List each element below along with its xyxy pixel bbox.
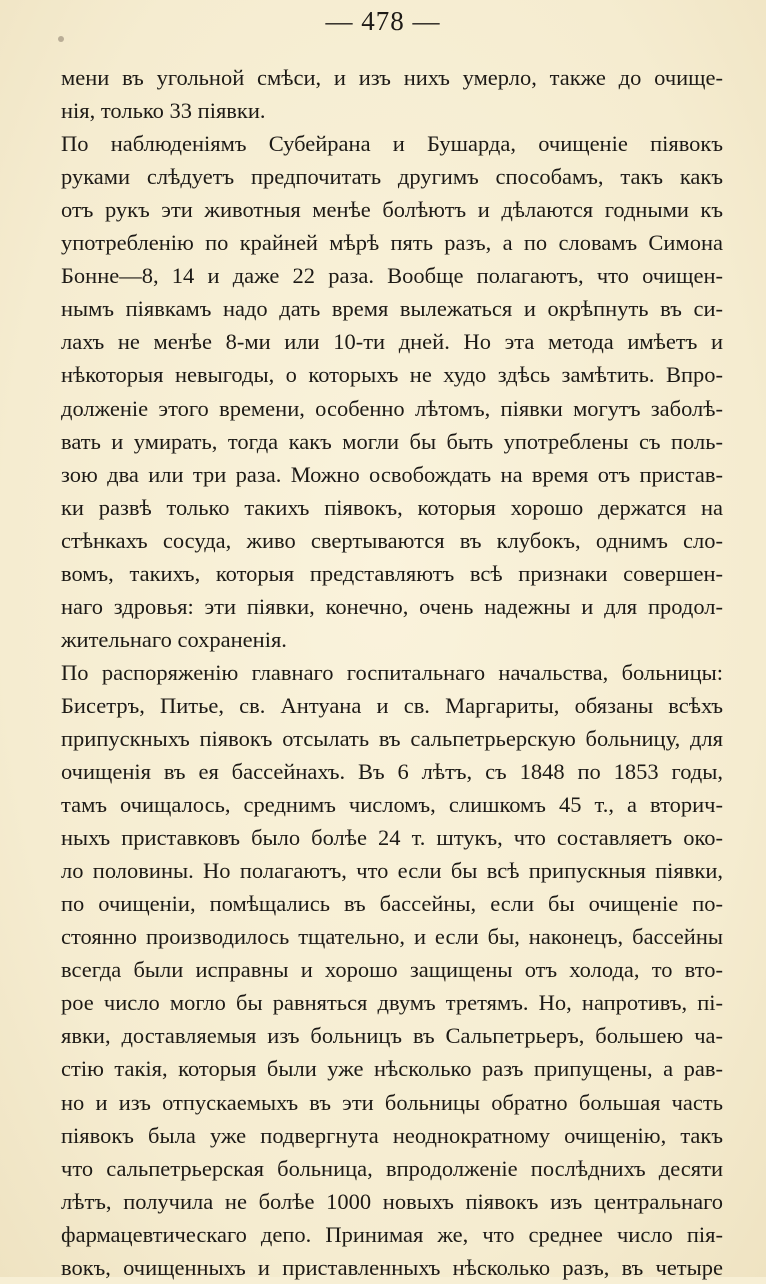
text-line: припускныхъ піявокъ отсылать въ сальпетрьерскую больницу, для	[61, 726, 723, 751]
text-line: фармацевтическаго депо. Принимая же, что среднее число пія-	[61, 1222, 723, 1247]
text-line: лѣтъ, получила не болѣе 1000 новыхъ піявокъ изъ центральнаго	[61, 1189, 723, 1214]
text-line: лахъ не менѣе 8-ми или 10-ти дней. Но эта метода имѣетъ и	[61, 329, 723, 354]
text-line: вомъ, такихъ, которыя представляютъ всѣ признаки совершен-	[61, 561, 723, 586]
text-line: тамъ очищалось, среднимъ числомъ, слишкомъ 45 т., а вторич-	[61, 792, 723, 817]
text-line: ки развѣ только такихъ піявокъ, которыя хорошо держатся на	[61, 495, 723, 520]
text-line: зою два или три раза. Можно освобождать на время отъ пристав-	[61, 462, 723, 487]
text-line: стѣнкахъ сосуда, живо свертываются въ клубокъ, однимъ сло-	[61, 528, 723, 553]
text-line: вать и умирать, тогда какъ могли бы быть употреблены съ поль-	[61, 429, 723, 454]
text-line: ло половины. Но полагаютъ, что если бы всѣ припускныя піявки,	[61, 858, 723, 883]
page-number: — 478 —	[325, 6, 441, 36]
text-line: наго здровья: эти піявки, конечно, очень надежны и для продол-	[61, 594, 723, 619]
text-line: Бонне—8, 14 и даже 22 раза. Вообще полагаютъ, что очищен-	[61, 263, 723, 288]
text-line: Бисетръ, Питье, св. Антуана и св. Маргариты, обязаны всѣхъ	[61, 693, 723, 718]
text-line: По распоряженію главнаго госпитальнаго начальства, больницы:	[61, 660, 723, 685]
text-line: по очищеніи, помѣщались въ бассейны, если бы очищеніе по-	[61, 891, 723, 916]
text-line: руками слѣдуетъ предпочитать другимъ способамъ, такъ какъ	[61, 164, 723, 189]
text-line: всегда были исправны и хорошо защищены отъ холода, то вто-	[61, 957, 723, 982]
text-line: нія, только 33 піявки.	[61, 98, 266, 123]
text-line: отъ рукъ эти животныя менѣе болѣютъ и дѣлаются годными къ	[61, 197, 723, 222]
text-line: явки, доставляемыя изъ больницъ въ Сальпетрьеръ, большею ча-	[61, 1023, 723, 1048]
text-line: употребленію по крайней мѣрѣ пять разъ, а по словамъ Симона	[61, 230, 723, 255]
text-line: піявокъ была уже подвергнута неоднократному очищенію, такъ	[61, 1123, 723, 1148]
text-line: вокъ, очищенныхъ и приставленныхъ нѣсколько разъ, въ четыре	[61, 1255, 723, 1280]
text-line: долженіе этого времени, особенно лѣтомъ, піявки могутъ заболѣ-	[61, 396, 723, 421]
text-line: нымъ піявкамъ надо дать время вылежаться и окрѣпнуть въ си-	[61, 296, 723, 321]
text-line: рое число могло бы равняться двумъ третямъ. Но, напротивъ, пі-	[61, 990, 723, 1015]
text-line: но и изъ отпускаемыхъ въ эти больницы обратно большая часть	[61, 1090, 723, 1115]
paper-speck	[58, 36, 64, 42]
text-line: очищенія въ ея бассейнахъ. Въ 6 лѣтъ, съ 1848 по 1853 годы,	[61, 759, 723, 784]
text-line: стію такія, которыя были уже нѣсколько разъ припущены, а рав-	[61, 1056, 723, 1081]
text-line: что сальпетрьерская больница, впродолженіе послѣднихъ десяти	[61, 1156, 723, 1181]
text-line: ныхъ приставковъ было болѣе 24 т. штукъ, что составляетъ око-	[61, 825, 723, 850]
text-line: жительнаго сохраненія.	[61, 627, 287, 652]
text-line: По наблюденіямъ Субейрана и Бушарда, очищеніе піявокъ	[61, 131, 723, 156]
text-line: нѣкоторыя невыгоды, о которыхъ не худо здѣсь замѣтить. Впро-	[61, 362, 723, 387]
text-line: мени въ угольной смѣси, и изъ нихъ умерло, также до очище-	[61, 65, 723, 90]
text-line: стоянно производилось тщательно, и если бы, наконецъ, бассейны	[61, 924, 723, 949]
